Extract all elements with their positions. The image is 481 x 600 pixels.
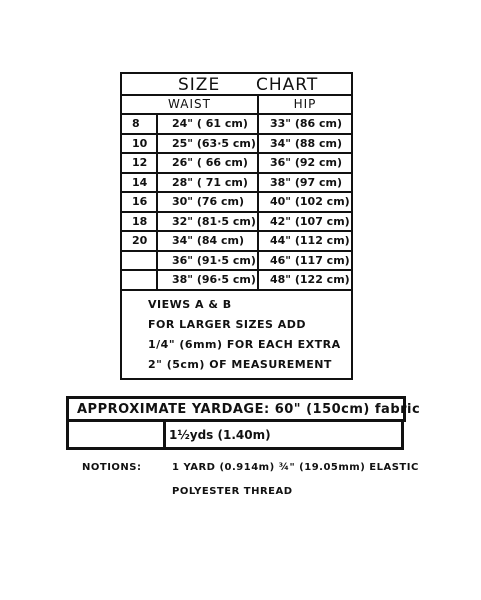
size-cell: 18 [132,214,148,228]
size-cell: 8 [132,117,140,130]
waist-cell: 36" (91·5 cm) [172,253,256,267]
title-word-size: SIZE [178,75,221,95]
title-word-chart: CHART [256,75,319,95]
hip-cell: 48" (122 cm) [270,273,350,286]
hip-cell: 33" (86 cm) [270,117,343,130]
waist-cell: 26" ( 66 cm) [172,156,248,169]
size-cell: 20 [132,234,148,247]
waist-header: WAIST [168,97,211,111]
waist-cell: 24" ( 61 cm) [172,117,248,130]
hip-cell: 44" (112 cm) [270,234,350,247]
size-cell: 10 [132,136,148,150]
waist-cell: 34" (84 cm) [172,234,245,247]
note-line: 2" (5cm) OF MEASUREMENT [148,358,332,371]
column-headers [122,96,351,115]
hip-cell: 40" (102 cm) [270,195,350,208]
yardage-divider [163,422,166,447]
waist-cell: 30" (76 cm) [172,195,245,208]
notions-label: NOTIONS: [82,462,142,473]
larger-sizes-note [148,295,341,375]
waist-cell: 25" (63·5 cm) [172,136,256,150]
column-divider-size [156,115,158,290]
hip-header: HIP [293,97,317,111]
size-chart [120,72,353,380]
waist-cell: 28" ( 71 cm) [172,175,248,189]
size-cell: 14 [132,175,148,189]
size-cell: 16 [132,195,148,208]
waist-cell: 32" (81·5 cm) [172,214,256,228]
yardage-header-box [66,396,421,422]
notions-line-thread: POLYESTER THREAD [172,486,293,497]
note-line: 1/4" (6mm) FOR EACH EXTRA [148,338,341,351]
yardage-value: 1½yds (1.40m) [169,428,271,442]
size-chart-title [122,74,351,96]
note-line: FOR LARGER SIZES ADD [148,318,307,331]
waist-cell: 38" (96·5 cm) [172,273,256,286]
yardage-value-box [66,422,404,450]
size-cell: 12 [132,156,148,169]
hip-cell: 42" (107 cm) [270,214,350,228]
hip-cell: 38" (97 cm) [270,175,343,189]
notions-line-elastic: 1 YARD (0.914m) ¾" (19.05mm) ELASTIC [172,462,419,473]
hip-cell: 36" (92 cm) [270,156,343,169]
hip-cell: 46" (117 cm) [270,253,350,267]
yardage-title: APPROXIMATE YARDAGE: 60" (150cm) fabric [77,402,421,417]
column-divider-waist [257,115,259,290]
hip-cell: 34" (88 cm) [270,136,343,150]
note-line: VIEWS A & B [148,298,232,311]
